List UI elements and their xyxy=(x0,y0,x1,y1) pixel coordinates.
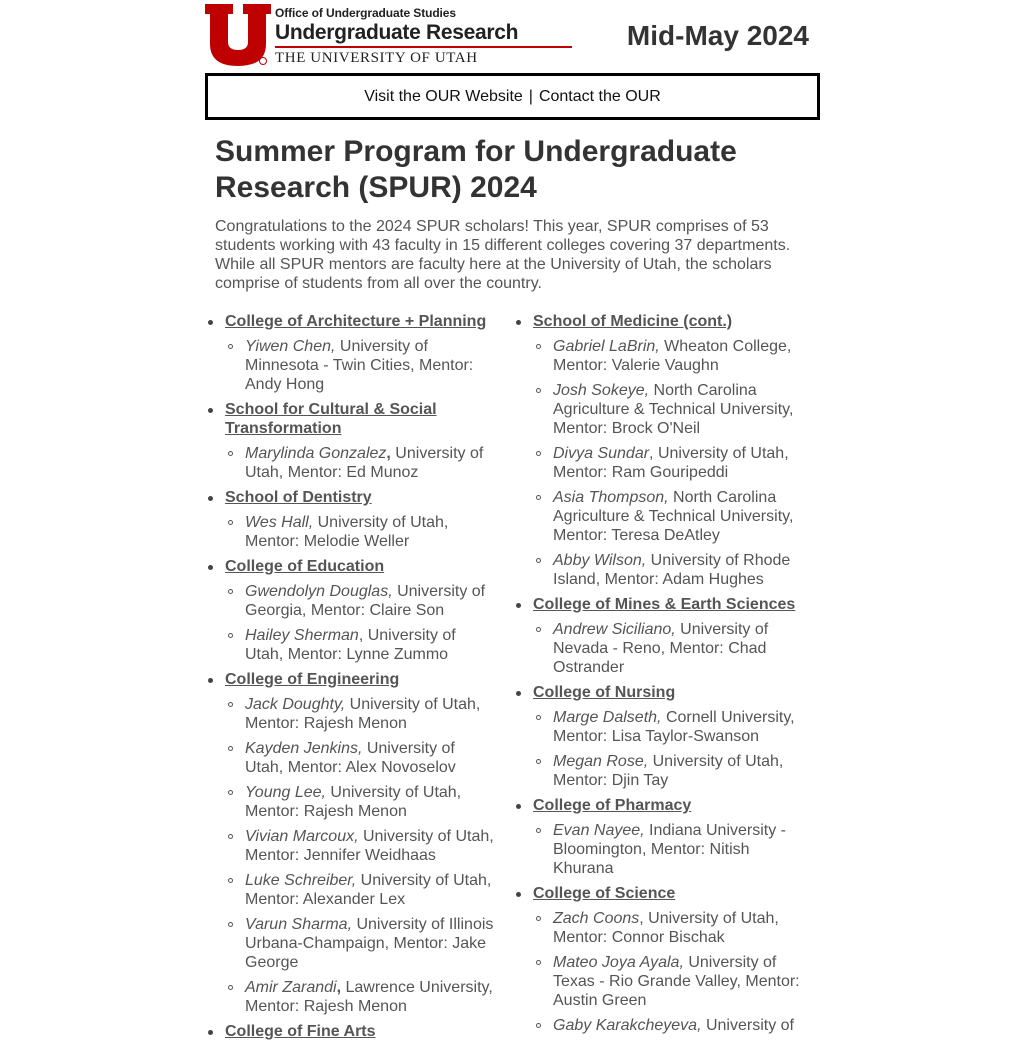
college-item xyxy=(513,796,803,878)
student-details: University of Rhode Island, Mentor: Adam Hughes xyxy=(553,552,791,588)
student-item xyxy=(533,381,803,438)
student-details: North Carolina Agriculture & Technical University, Mentor: Teresa DeAtley xyxy=(553,489,794,544)
student-item xyxy=(533,909,803,947)
college-link[interactable]: College of Engineering xyxy=(225,671,400,688)
student-item xyxy=(533,551,803,589)
student-details: University of Georgia, Mentor: Claire Son xyxy=(245,583,486,619)
student-name: Asia Thompson, xyxy=(553,489,669,506)
student-details: Wheaton College, Mentor: Valerie Vaughn xyxy=(553,338,792,374)
student-list xyxy=(533,708,803,790)
student-details: University of Texas - Rio Grande Valley, Mentor: Austin Green xyxy=(553,954,800,1009)
college-item xyxy=(513,595,803,677)
org-office-name: Office of Undergraduate Studies xyxy=(275,6,456,20)
student-item xyxy=(225,827,495,865)
college-link[interactable]: School of Medicine (cont.) xyxy=(533,313,733,330)
student-name: Abby Wilson, xyxy=(553,552,647,569)
college-item xyxy=(513,312,803,589)
org-wordmark xyxy=(275,6,580,67)
student-name: Gwendolyn Douglas, xyxy=(245,583,393,600)
college-link[interactable]: College of Education xyxy=(225,558,385,575)
student-item xyxy=(225,783,495,821)
college-link[interactable]: College of Nursing xyxy=(533,684,676,701)
student-name: Amir Zarandi , xyxy=(245,979,341,996)
student-name: Gaby Karakcheyeva, xyxy=(553,1017,702,1034)
student-item xyxy=(225,337,495,394)
student-name: Josh Sokeye, xyxy=(553,382,650,399)
student-list xyxy=(225,695,495,1016)
student-list xyxy=(533,821,803,878)
student-name: Divya Sundar xyxy=(553,445,650,462)
student-name: Zach Coons xyxy=(553,910,640,927)
student-name: Gabriel LaBrin, xyxy=(553,338,660,355)
student-list xyxy=(225,513,495,551)
student-details: , University of Utah, Mentor: Connor Bischak xyxy=(553,910,779,946)
student-list xyxy=(225,337,495,394)
intro-paragraph: Congratulations to the 2024 SPUR scholars! This year, SPUR comprises of 53 students working with 43 faculty in 15 different colleges covering 37 departments. While all SPUR mentors are faculty here at the University of Utah, the scholars comprise of students from all over the country. xyxy=(215,218,791,292)
student-name: Marylinda Gonzalez , xyxy=(245,445,391,462)
student-name: Kayden Jenkins, xyxy=(245,740,363,757)
student-name: Megan Rose, xyxy=(553,753,649,770)
issue-date: Mid-May 2024 xyxy=(626,20,809,51)
college-list-left xyxy=(205,312,495,1041)
student-name: Luke Schreiber, xyxy=(245,872,357,889)
page-title: Summer Program for Undergraduate Research (SPUR) 2024 xyxy=(215,135,737,204)
student-details: Cornell University, Mentor: Lisa Taylor-Swanson xyxy=(553,709,795,745)
email-header xyxy=(205,4,820,68)
student-list xyxy=(533,909,803,1035)
student-list xyxy=(225,582,495,664)
college-link[interactable]: College of Architecture + Planning xyxy=(225,313,487,330)
org-program-name: Undergraduate Research xyxy=(275,21,519,44)
student-item xyxy=(225,978,495,1016)
visit-website-link[interactable]: Visit the OUR Website xyxy=(364,87,523,105)
student-details: University of Utah, Mentor: Ed Munoz xyxy=(245,445,484,481)
link-separator: | xyxy=(528,87,533,105)
utah-block-u-logo xyxy=(205,4,271,66)
college-item xyxy=(513,884,803,1035)
student-list xyxy=(533,620,803,677)
student-item xyxy=(225,739,495,777)
student-name: Andrew Siciliano, xyxy=(553,621,676,638)
student-item xyxy=(533,752,803,790)
org-university-name: THE UNIVERSITY OF UTAH xyxy=(275,50,478,66)
student-item xyxy=(533,620,803,677)
college-link[interactable]: College of Fine Arts xyxy=(225,1023,376,1040)
right-column xyxy=(513,312,803,1041)
student-details: , University of Utah, Mentor: Lynne Zummo xyxy=(245,627,456,663)
link-bar xyxy=(205,73,820,120)
student-name: Vivian Marcoux, xyxy=(245,828,359,845)
student-details: Lawrence University, Mentor: Rajesh Menon xyxy=(245,979,493,1015)
student-item xyxy=(533,1016,803,1035)
student-details: University of Utah, Mentor: Jennifer Weidhaas xyxy=(245,828,494,864)
college-item xyxy=(513,683,803,790)
student-item xyxy=(225,915,495,972)
student-name: Mateo Joya Ayala, xyxy=(553,954,684,971)
student-item xyxy=(533,953,803,1010)
college-item xyxy=(205,557,495,664)
student-details: University of Utah, Mentor: Rajesh Menon xyxy=(245,696,481,732)
college-item xyxy=(205,400,495,482)
student-details: University of Utah, Mentor: Djin Tay xyxy=(553,753,784,789)
student-details: University of Utah, Mentor: Alex Novoselov xyxy=(245,740,456,776)
student-details: University of Utah, Mentor: Melodie Weller xyxy=(245,514,449,550)
student-item xyxy=(533,337,803,375)
student-name: Hailey Sherman xyxy=(245,627,359,644)
student-details: Indiana University - Bloomington, Mentor: Nitish Khurana xyxy=(553,822,786,877)
college-item xyxy=(205,670,495,1016)
student-item xyxy=(225,444,495,482)
left-column xyxy=(205,312,495,1046)
college-link[interactable]: School of Dentistry xyxy=(225,489,372,506)
student-item xyxy=(225,626,495,664)
student-item xyxy=(225,582,495,620)
college-item xyxy=(205,1022,495,1041)
student-name: Marge Dalseth, xyxy=(553,709,662,726)
student-name: Young Lee, xyxy=(245,784,326,801)
student-item xyxy=(225,513,495,551)
contact-link[interactable]: Contact the OUR xyxy=(538,87,661,105)
student-item xyxy=(533,708,803,746)
student-details: University of Utah, Mentor: Alexander Lex xyxy=(245,872,492,908)
student-list xyxy=(533,337,803,589)
student-item xyxy=(533,488,803,545)
college-item xyxy=(205,488,495,551)
student-list xyxy=(225,444,495,482)
student-item xyxy=(533,444,803,482)
college-link[interactable]: College of Mines & Earth Sciences xyxy=(533,596,796,613)
student-details: University of Illinois Urbana-Champaign, Mentor: Jake George xyxy=(245,916,494,971)
student-name: Evan Nayee, xyxy=(553,822,645,839)
college-link[interactable]: School for Cultural & Social Transformation xyxy=(225,401,437,437)
student-details: , University of Utah, Mentor: Ram Gouripeddi xyxy=(553,445,789,481)
student-details: North Carolina Agriculture & Technical University, Mentor: Brock O'Neil xyxy=(553,382,794,437)
student-name: Varun Sharma, xyxy=(245,916,353,933)
student-name: Wes Hall, xyxy=(245,514,314,531)
college-link[interactable]: College of Science xyxy=(533,885,676,902)
college-list-right xyxy=(513,312,803,1035)
student-details: University of Utah, Mentor: Rajesh Menon xyxy=(245,784,462,820)
student-item xyxy=(225,695,495,733)
college-link[interactable]: College of Pharmacy xyxy=(533,797,692,814)
student-name: Yiwen Chen, xyxy=(245,338,336,355)
student-name: Jack Doughty, xyxy=(245,696,346,713)
student-item xyxy=(225,871,495,909)
student-details: University of Nevada - Reno, Mentor: Chad Ostrander xyxy=(553,621,769,676)
student-details: University of Minnesota - Twin Cities, Mentor: Andy Hong xyxy=(245,338,474,393)
student-details: University of xyxy=(701,1017,794,1034)
college-item xyxy=(205,312,495,394)
org-rule-divider xyxy=(275,46,572,48)
student-item xyxy=(533,821,803,878)
